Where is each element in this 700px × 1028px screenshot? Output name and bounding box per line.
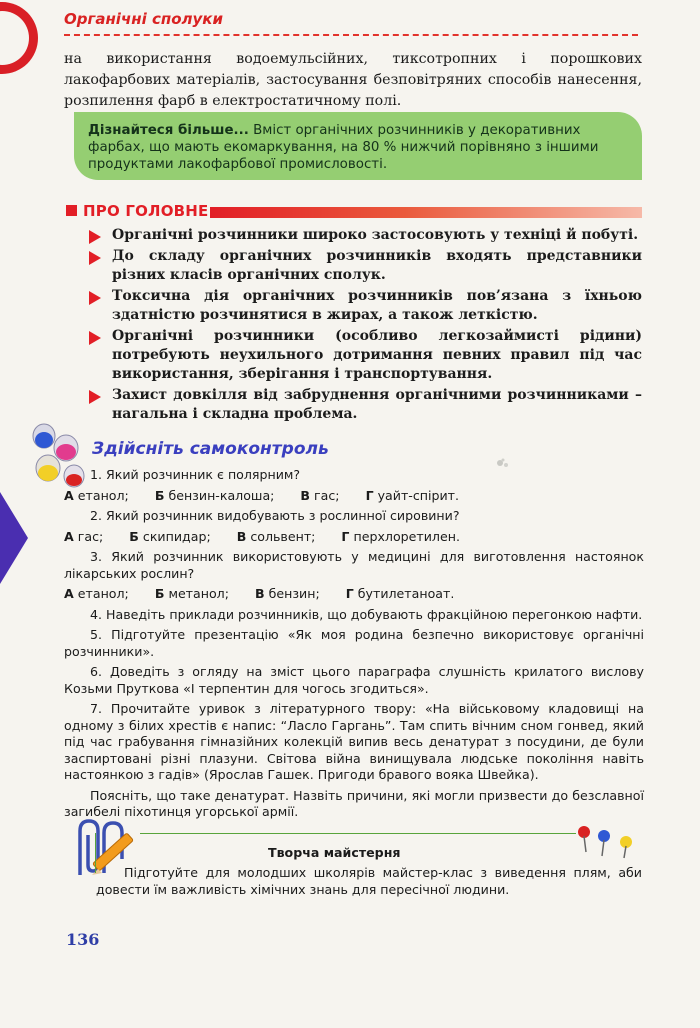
option-d: Г перхлоретилен. bbox=[341, 528, 460, 544]
option-d: Г бутилетаноат. bbox=[345, 586, 455, 601]
option-a: А гас; bbox=[64, 528, 104, 544]
question-2: 2. Який розчинник видобувають з рослинної сировини? bbox=[90, 508, 460, 523]
question-7-task: Поясніть, що таке денатурат. Назвіть причини, які могли призвести до безславної загибелі піхотинця угорської армії. bbox=[64, 787, 644, 819]
self-control-heading: Здійсніть самоконтроль bbox=[92, 439, 329, 459]
question-6: 6. Доведіть з огляду на зміст цього параграфа слушність крилатого вислову Козьми Пруткова «І терпентин для чогось згодиться». bbox=[64, 664, 644, 696]
question-7: 7. Прочитайте уривок з літературного твору: «На військовому кладовищі на одному з білих хрестів є напис: “Ласло Гаргань”. Там спить вічним сном гонвед, який під час грабування гімназійних колекцій випив весь денатурат з посудини, де були заспиртовані різні плазуни. Світова війна винищувала людське покоління навіть настоянкою з гадів» (Ярослав Гашек. Пригоди бравого вояка Швейка). bbox=[64, 701, 644, 782]
main-points-gradient-bar bbox=[210, 207, 642, 218]
red-square-icon bbox=[66, 205, 77, 216]
option-a: А етанол; bbox=[64, 586, 129, 601]
red-triangle-bullet-icon bbox=[89, 390, 101, 404]
list-item: Захист довкілля від забруднення органічними розчинниками – нагальна і складна проблема. bbox=[88, 386, 642, 424]
section-header: Органічні сполуки bbox=[64, 10, 223, 28]
page-number: 136 bbox=[66, 930, 100, 949]
red-triangle-bullet-icon bbox=[89, 331, 101, 345]
list-item: Органічні розчинники (особливо легкозаймисті рідини) потребують неухильного дотримання певних правил під час використання, зберігання і транспортування. bbox=[88, 327, 642, 384]
list-item: До складу органічних розчинників входять представники різних класів органічних сполук. bbox=[88, 247, 642, 285]
learn-more-title: Дізнайтеся більше... bbox=[88, 123, 249, 138]
question-4: 4. Наведіть приклади розчинників, що добувають фракційною перегонкою нафти. bbox=[90, 606, 643, 622]
question-3: 3. Який розчинник використовують у медицині для виготовлення настоянок лікарських рослин? bbox=[64, 549, 644, 581]
push-pins-icon bbox=[574, 822, 640, 860]
workshop-text: Підготуйте для молодших школярів майстер-клас з виведення плям, аби довести їм важливість хімічних знань для пересічної людини. bbox=[96, 865, 642, 897]
self-control-questions bbox=[64, 467, 644, 825]
main-points-heading bbox=[66, 202, 208, 220]
question-1: 1. Який розчинник є полярним? bbox=[90, 467, 301, 482]
red-triangle-bullet-icon bbox=[89, 251, 101, 265]
option-d: Г уайт-спірит. bbox=[365, 487, 460, 503]
corner-arc-decoration bbox=[0, 2, 38, 74]
option-c: В сольвент; bbox=[236, 528, 316, 544]
question-5: 5. Підготуйте презентацію «Як моя родина безпечно використовує органічні розчинники». bbox=[64, 627, 644, 659]
learn-more-text-block bbox=[88, 122, 633, 173]
option-b: Б метанол; bbox=[154, 586, 229, 601]
workshop-title: Творча майстерня bbox=[268, 845, 401, 860]
option-b: Б скипидар; bbox=[129, 528, 211, 544]
header-dashed-rule bbox=[64, 34, 638, 36]
learn-more-body: Вміст органічних розчинників у декоративних фарбах, що мають екомаркування, на 80 % нижчий порівняно з іншими продуктами лакофарбової промисловості. bbox=[88, 123, 599, 172]
main-points-list bbox=[88, 226, 642, 426]
option-c: В гас; bbox=[300, 487, 340, 503]
question-2-options bbox=[64, 529, 644, 546]
option-c: В бензин; bbox=[254, 586, 320, 601]
list-item: Токсична дія органічних розчинників пов’язана з їхньою здатністю розчинятися в жирах, а також леткістю. bbox=[88, 287, 642, 325]
red-triangle-bullet-icon bbox=[89, 230, 101, 244]
red-triangle-bullet-icon bbox=[89, 291, 101, 305]
question-3-options bbox=[64, 586, 644, 603]
option-a: А етанол; bbox=[64, 487, 129, 503]
intro-paragraph: на використання водоемульсійних, тиксотропних і порошкових лакофарбових матеріалів, застосування безповітряних способів нанесення, розпилення фарб в електростатичному полі. bbox=[64, 51, 642, 109]
list-item: Органічні розчинники широко застосовують у техніці й побуті. bbox=[88, 226, 642, 245]
side-triangle-decoration bbox=[0, 492, 28, 584]
option-b: Б бензин-калоша; bbox=[154, 487, 275, 503]
question-1-options bbox=[64, 488, 644, 505]
main-points-title: ПРО ГОЛОВНЕ bbox=[83, 202, 209, 220]
workshop-rule bbox=[140, 833, 576, 834]
